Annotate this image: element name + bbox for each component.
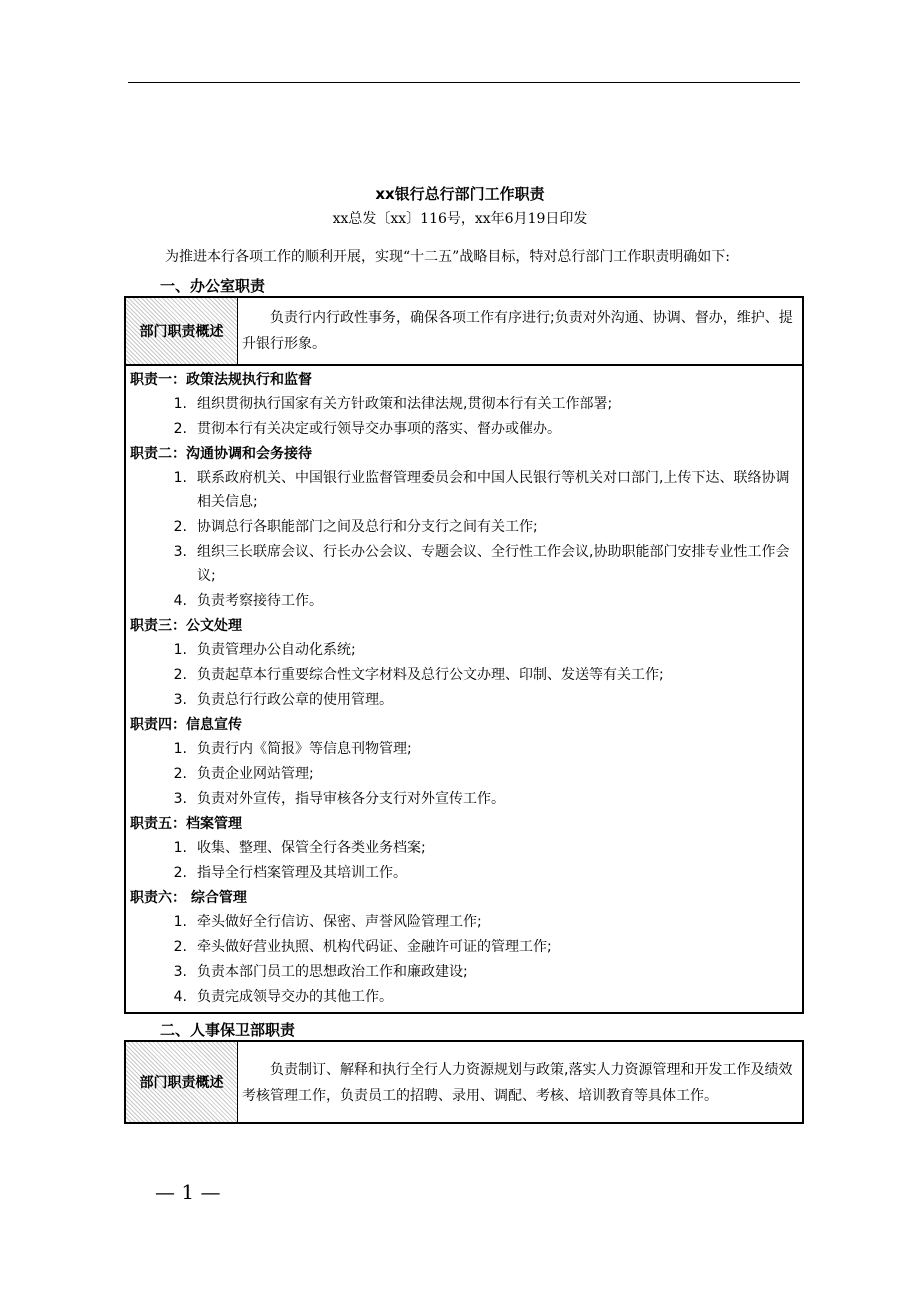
duty-item-number: 3. [173,544,187,560]
duty-item-text: 联系政府机关、中国银行业监督管理委员会和中国人民银行等机关对口部门,上传下达、联络协调相关信息; [197,470,790,510]
office-duties-list [126,366,802,1016]
duty-item [130,935,798,959]
duty-item-text: 指导全行档案管理及其培训工作。 [197,865,407,881]
duty-item [130,392,798,416]
summary-text: 负责行内行政性事务，确保各项工作有序进行;负责对外沟通、协调、督办，维护、提升银行形象。 [242,310,793,352]
duty-item-number: 1. [173,741,187,757]
duty-item-text: 协调总行各职能部门之间及总行和分支行之间有关工作; [197,519,538,535]
duty-item [130,417,798,441]
duty-item-number: 2. [173,939,187,955]
section-title-office: 一、办公室职责 [160,277,266,295]
duty-item-number: 1. [173,396,187,412]
duty-item-text: 负责起草本行重要综合性文字材料及总行公文办理、印制、发送等有关工作; [197,667,664,683]
duty-item-number: 1. [173,914,187,930]
duty-item-text: 负责本部门员工的思想政治工作和廉政建设; [197,964,468,980]
duty-item [130,515,798,539]
duty-item [130,762,798,786]
summary-label: 部门职责概述 [126,1042,238,1122]
duty-item-number: 3. [173,964,187,980]
duty-item [130,985,798,1009]
duty-item [130,688,798,712]
duty-heading: 职责三：公文处理 [130,618,242,634]
duty-item [130,466,798,514]
duty-item-number: 2. [173,766,187,782]
duty-item-number: 4. [173,989,187,1005]
duty-item-number: 1. [173,840,187,856]
page-number: — 1 — [155,1180,221,1204]
summary-label: 部门职责概述 [126,298,238,364]
duty-heading: 职责六： 综合管理 [130,890,247,906]
duty-item-text: 负责行内《简报》等信息刊物管理; [197,741,412,757]
duty-item [130,589,798,613]
duty-item-number: 1. [173,470,187,486]
duty-heading: 职责二：沟通协调和会务接待 [130,446,312,462]
duty-item [130,737,798,761]
duty-heading: 职责五：档案管理 [130,816,242,832]
office-duties-table [124,296,804,1014]
duty-item-text: 负责企业网站管理; [197,766,314,782]
duty-item-number: 4. [173,593,187,609]
intro-paragraph: 为推进本行各项工作的顺利开展，实现“十二五”战略目标，特对总行部门工作职责明确如下: [165,249,731,265]
document-title: xx银行总行部门工作职责 [375,185,545,203]
duty-heading: 职责一：政策法规执行和监督 [130,372,312,388]
duty-item [130,663,798,687]
document-subtitle: xx总发〔xx〕116号，xx年6月19日印发 [332,211,588,227]
duty-item-number: 2. [173,519,187,535]
office-summary-row [126,298,802,366]
duty-item-text: 牵头做好全行信访、保密、声誉风险管理工作; [197,914,482,930]
duty-item [130,910,798,934]
hr-duties-table [124,1040,804,1124]
duty-item-text: 负责考察接待工作。 [197,593,323,609]
duty-item-text: 组织三长联席会议、行长办公会议、专题会议、全行性工作会议,协助职能部门安排专业性工作会议; [197,544,790,584]
duty-item-text: 负责总行行政公章的使用管理。 [197,692,393,708]
duty-item-number: 3. [173,791,187,807]
duty-item-text: 负责完成领导交办的其他工作。 [197,989,393,1005]
header-rule [128,82,800,83]
duty-item [130,787,798,811]
duty-item-text: 组织贯彻执行国家有关方针政策和法律法规,贯彻本行有关工作部署; [197,396,613,412]
duty-item [130,638,798,662]
duty-item [130,836,798,860]
hr-summary-row [126,1042,802,1122]
duty-item [130,960,798,984]
duty-item-number: 2. [173,865,187,881]
duty-item-number: 2. [173,667,187,683]
duty-item-text: 负责管理办公自动化系统; [197,642,356,658]
duty-item-number: 2. [173,421,187,437]
duty-item [130,540,798,588]
summary-text: 负责制订、解释和执行全行人力资源规划与政策,落实人力资源管理和开发工作及绩效考核管理工作，负责员工的招聘、录用、调配、考核、培训教育等具体工作。 [242,1062,793,1104]
duty-heading: 职责四：信息宣传 [130,717,242,733]
duty-item-text: 收集、整理、保管全行各类业务档案; [197,840,426,856]
duty-item-text: 贯彻本行有关决定或行领导交办事项的落实、督办或催办。 [197,421,561,437]
duty-item [130,861,798,885]
duty-item-number: 3. [173,692,187,708]
duty-item-number: 1. [173,642,187,658]
section-title-hr: 二、人事保卫部职责 [160,1021,296,1039]
duty-item-text: 牵头做好营业执照、机构代码证、金融许可证的管理工作; [197,939,552,955]
duty-item-text: 负责对外宣传，指导审核各分支行对外宣传工作。 [197,791,505,807]
